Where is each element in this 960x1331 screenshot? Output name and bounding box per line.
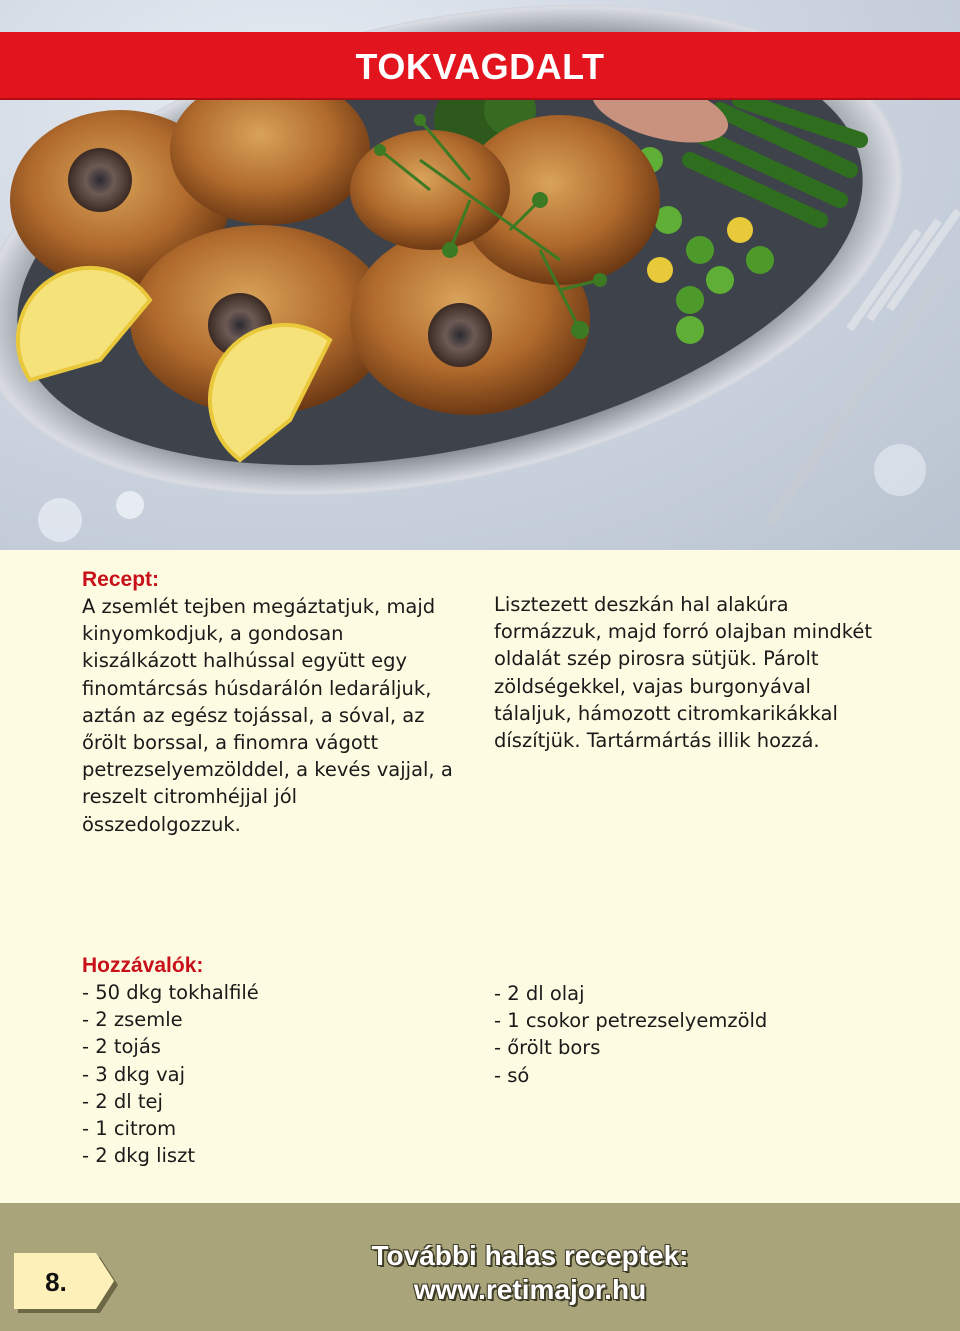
footer-website-link[interactable]: www.retimajor.hu: [413, 1274, 647, 1305]
ingredient-item: - 2 dl tej: [82, 1089, 163, 1113]
ingredient-item: - só: [494, 1063, 530, 1087]
ingredient-item: - 2 dkg liszt: [82, 1144, 195, 1168]
title-bar: [0, 32, 960, 98]
ingredient-item: - 50 dkg tokhalfilé: [82, 981, 259, 1004]
footer-more-recipes: További halas receptek:: [371, 1240, 689, 1271]
ingredients-left-column: [82, 952, 462, 1169]
recipe-right-column: [494, 591, 884, 754]
recipe-text-left: A zsemlét tejben megáztatjuk, majd kinyomkodjuk, a gondosan kiszálkázott halhússal együtt egy finomtárcsás húsdarálón ledaráljuk, aztán az egész tojással, a sóval, az őrölt borssal, a finomra vágott petrezselyemzölddel, a kevés vajjal, a reszelt citromhéjjal jól összedolgozzuk.: [82, 595, 453, 836]
ingredient-item: - 2 zsemle: [82, 1008, 183, 1032]
page-title: TOKVAGDALT: [355, 46, 605, 87]
ingredients-heading: Hozzávalók:: [82, 954, 204, 977]
ingredient-item: - 2 tojás: [82, 1035, 161, 1059]
page-number: 8.: [45, 1267, 67, 1297]
recipe-heading: Recept:: [82, 568, 160, 591]
ingredient-item: - 1 csokor petrezselyemzöld: [494, 1009, 768, 1033]
ingredient-item: - 2 dl olaj: [494, 982, 585, 1005]
ingredient-item: - 3 dkg vaj: [82, 1062, 185, 1086]
ingredients-right-column: [494, 980, 874, 1089]
ingredient-item: - őrölt bors: [494, 1036, 601, 1060]
ingredient-item: - 1 citrom: [82, 1117, 177, 1141]
recipe-left-column: [82, 566, 462, 838]
recipe-text-right: Lisztezett deszkán hal alakúra formázzuk, majd forró olajban mindkét oldalát szép pirosra sütjük. Párolt zöldségekkel, vajas burgonyával tálaljuk, hámozott citromkarikákkal díszítjük. Tartármártás illik hozzá.: [494, 593, 873, 753]
